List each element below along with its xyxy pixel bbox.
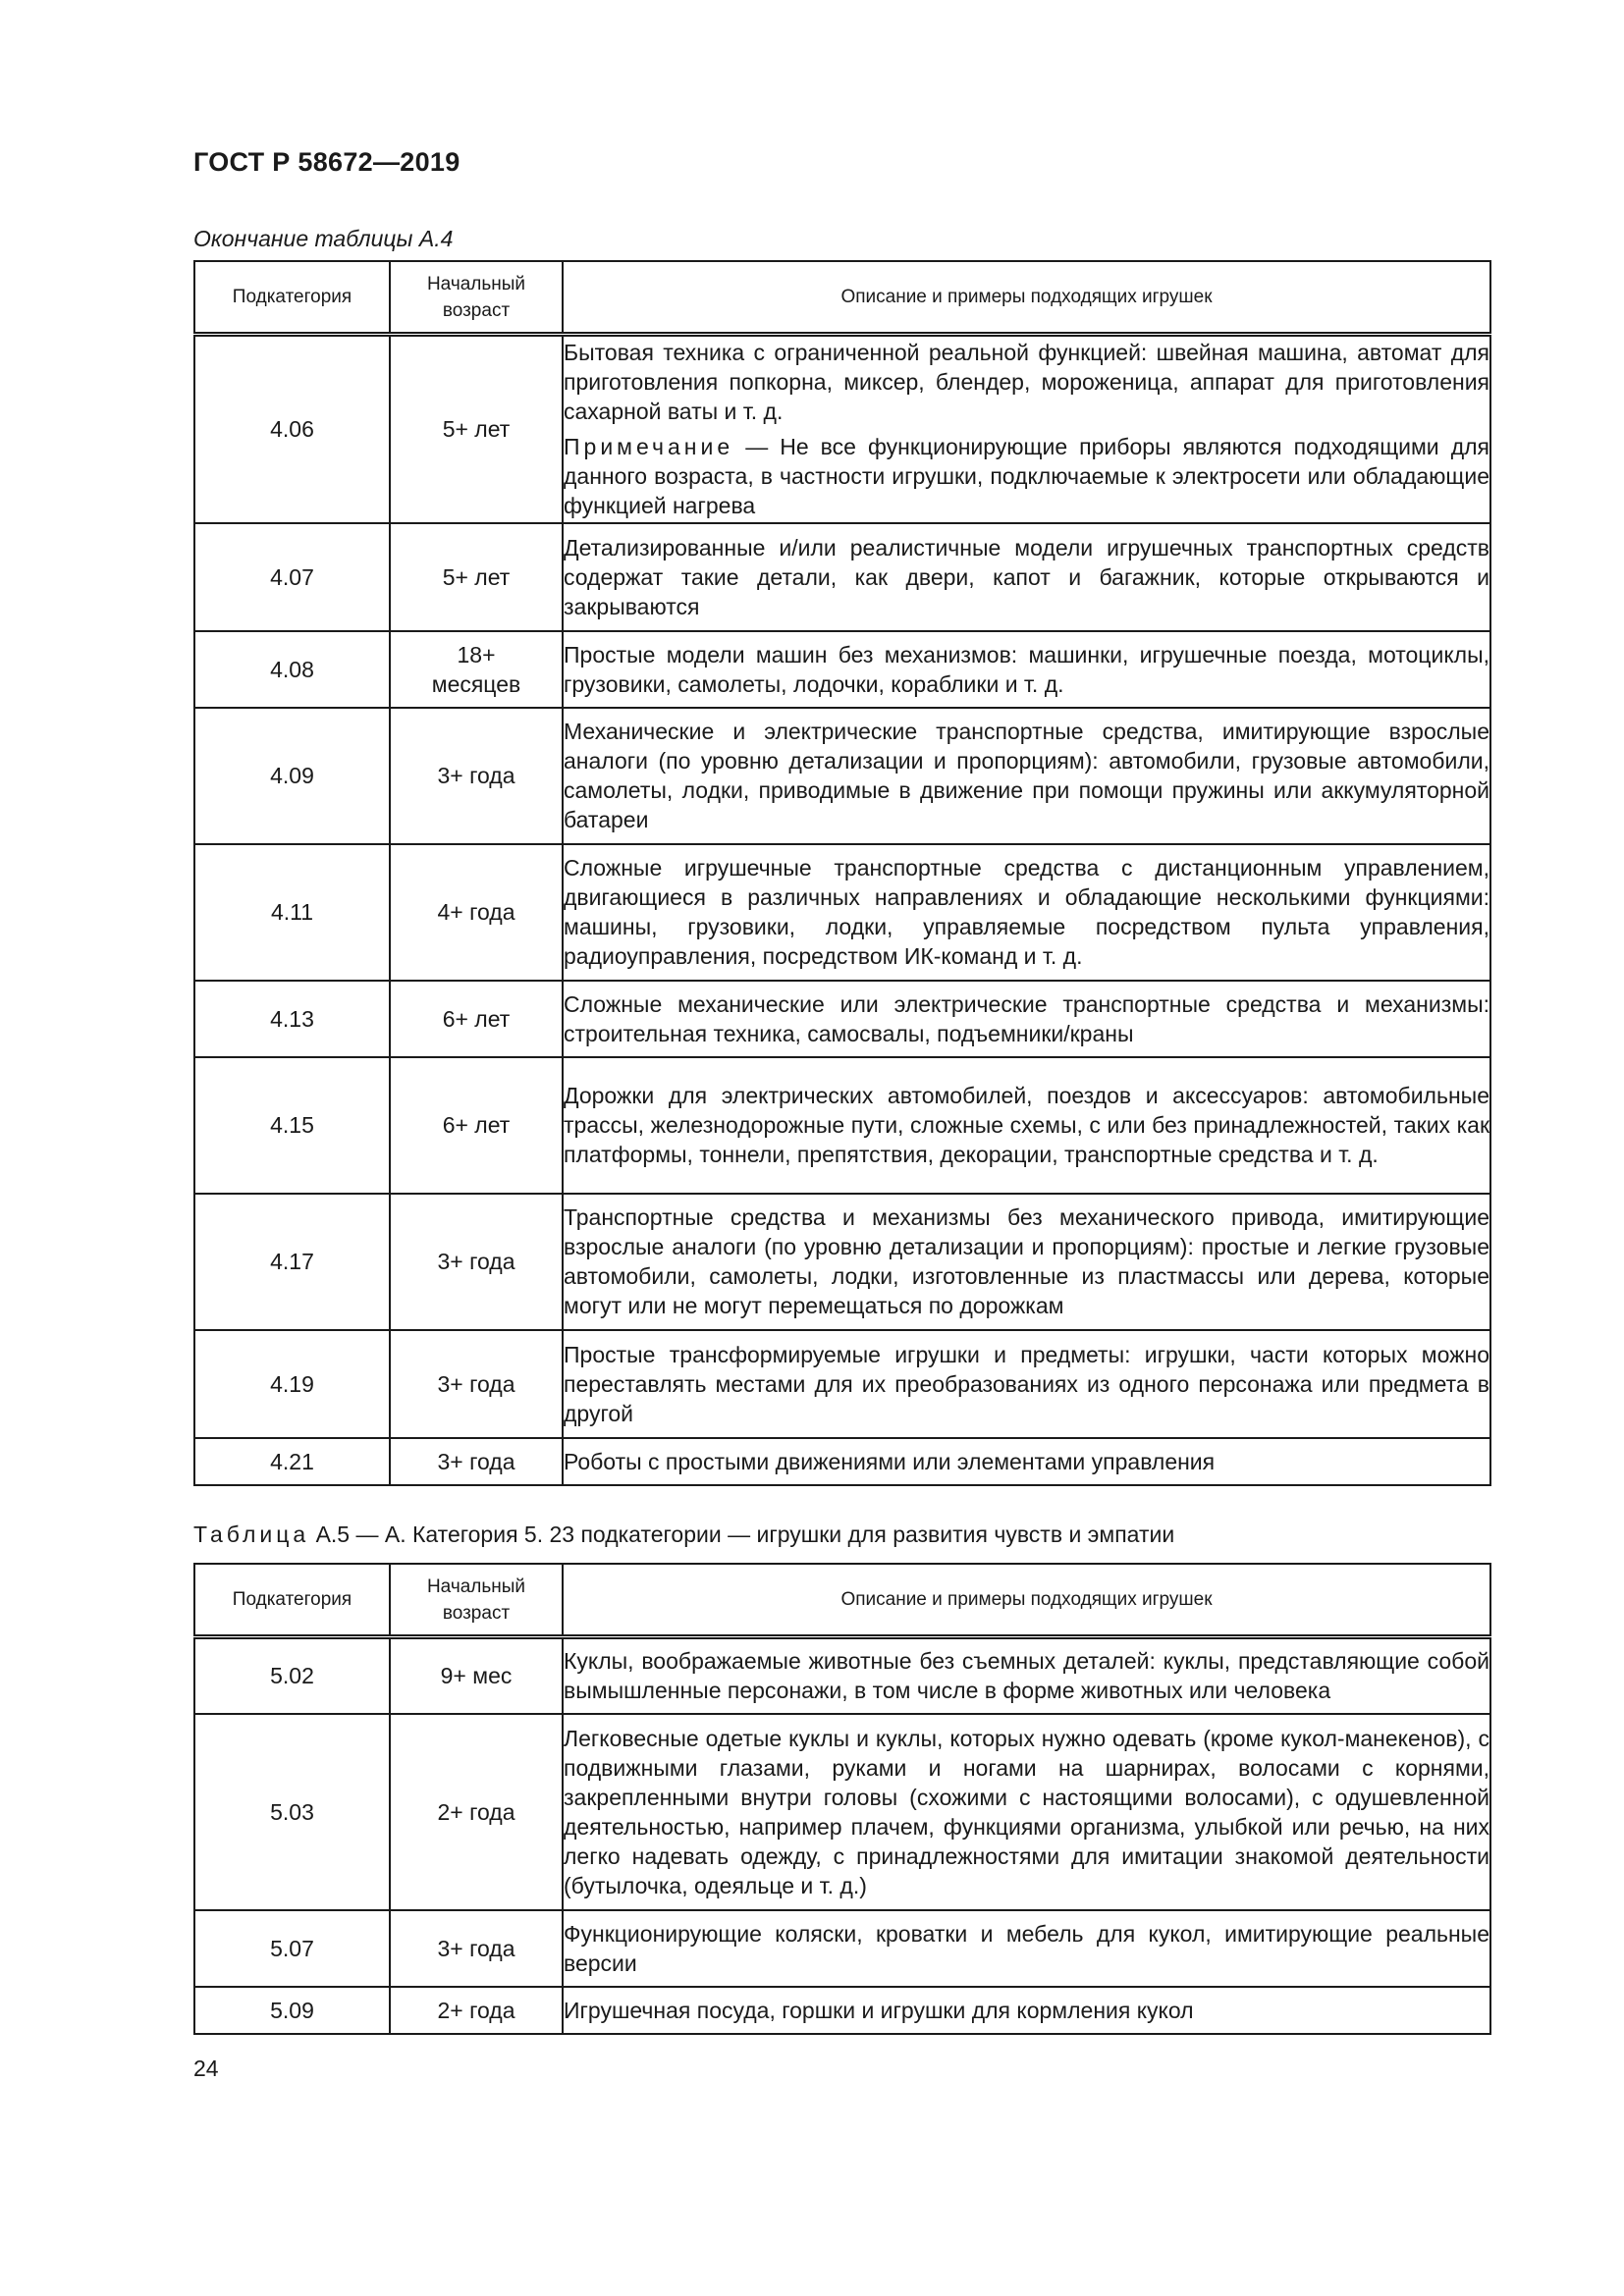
page-number: 24 bbox=[193, 2056, 219, 2081]
table-row bbox=[194, 523, 1490, 631]
start-age-line1: Начальный bbox=[426, 273, 526, 294]
column-header-start-age bbox=[390, 261, 563, 335]
description-cell: Роботы с простыми движениями или элементами управления bbox=[563, 1438, 1490, 1485]
table-a5-caption-text: А.5 — А. Категория 5. 23 подкатегории — игрушки для развития чувств и эмпатии bbox=[309, 1522, 1175, 1547]
description-cell: Транспортные средства и механизмы без механического привода, имитирующие взрослые аналоги (по уровню детализации и пропорциям): простые и легкие грузовые автомобили, самолеты, лодки, изготовленные из пластмассы или дерева, которые могут или не могут перемещаться по дорожкам bbox=[563, 1194, 1490, 1330]
description-cell bbox=[563, 335, 1490, 523]
description-cell: Куклы, воображаемые животные без съемных деталей: куклы, представляющие собой вымышленные персонажи, в том числе в форме животных или человека bbox=[563, 1637, 1490, 1714]
start-age-cell: 3+ года bbox=[390, 1194, 563, 1330]
table-a4-header-row bbox=[194, 261, 1490, 335]
subcategory-cell: 4.08 bbox=[194, 631, 390, 708]
column-header-subcategory: Подкатегория bbox=[194, 1564, 390, 1637]
start-age-cell: 6+ лет bbox=[390, 981, 563, 1057]
start-age-cell: 3+ года bbox=[390, 1330, 563, 1438]
description-cell: Простые трансформируемые игрушки и предметы: игрушки, части которых можно переставлять местами для их преобразованиях из одного персонажа или предмета в другой bbox=[563, 1330, 1490, 1438]
table-row bbox=[194, 1714, 1490, 1910]
table-row bbox=[194, 335, 1490, 523]
start-age-cell: 2+ года bbox=[390, 1714, 563, 1910]
column-header-start-age bbox=[390, 1564, 563, 1637]
table-row bbox=[194, 1194, 1490, 1330]
table-a4-caption: Окончание таблицы А.4 bbox=[193, 226, 454, 251]
subcategory-cell: 4.11 bbox=[194, 844, 390, 981]
document-title: ГОСТ Р 58672—2019 bbox=[193, 147, 460, 177]
start-age-cell: 6+ лет bbox=[390, 1057, 563, 1194]
description-cell: Функционирующие коляски, кроватки и мебель для кукол, имитирующие реальные версии bbox=[563, 1910, 1490, 1987]
table-row bbox=[194, 1330, 1490, 1438]
subcategory-cell: 4.07 bbox=[194, 523, 390, 631]
subcategory-cell: 5.07 bbox=[194, 1910, 390, 1987]
start-age-cell: 18+ месяцев bbox=[390, 631, 563, 708]
table-a5 bbox=[193, 1563, 1491, 2035]
description-cell: Легковесные одетые куклы и куклы, которых нужно одевать (кроме кукол-манекенов), с подвижными глазами, руками и ногами на шарнирах, волосами с корнями, закрепленными внутри головы (схожими с настоящими волосами), с одушевленной деятельностью, например плачем, функциями организма, улыбкой или речью, на них легко надевать одежду, с принадлежностями для имитации знакомой деятельности (бутылочка, одеяльце и т. д.) bbox=[563, 1714, 1490, 1910]
table-row bbox=[194, 1910, 1490, 1987]
start-age-line2: возраст bbox=[442, 1602, 511, 1624]
table-a5-caption-label: Таблица bbox=[193, 1522, 310, 1547]
start-age-line1: Начальный bbox=[426, 1575, 526, 1597]
table-row bbox=[194, 708, 1490, 844]
description-cell: Механические и электрические транспортные средства, имитирующие взрослые аналоги (по уровню детализации и пропорциям): автомобили, грузовые автомобили, самолеты, лодки, приводимые в движение при помощи пружины или аккумуляторной батареи bbox=[563, 708, 1490, 844]
note-label: Примечание bbox=[564, 434, 734, 460]
start-age-cell: 5+ лет bbox=[390, 335, 563, 523]
subcategory-cell: 4.19 bbox=[194, 1330, 390, 1438]
column-header-subcategory: Подкатегория bbox=[194, 261, 390, 335]
start-age-line2: возраст bbox=[442, 299, 511, 321]
subcategory-cell: 4.21 bbox=[194, 1438, 390, 1485]
subcategory-cell: 5.09 bbox=[194, 1987, 390, 2034]
subcategory-cell: 4.17 bbox=[194, 1194, 390, 1330]
start-age-cell: 2+ года bbox=[390, 1987, 563, 2034]
table-row bbox=[194, 1438, 1490, 1485]
description-cell: Сложные игрушечные транспортные средства с дистанционным управлением, двигающиеся в различных направлениях и обладающие несколькими функциями: машины, грузовики, лодки, управляемые посредством пульта управления, радиоуправления, посредством ИК-команд и т. д. bbox=[563, 844, 1490, 981]
subcategory-cell: 4.13 bbox=[194, 981, 390, 1057]
start-age-cell: 3+ года bbox=[390, 1438, 563, 1485]
subcategory-cell: 4.15 bbox=[194, 1057, 390, 1194]
start-age-cell: 9+ мес bbox=[390, 1637, 563, 1714]
subcategory-cell: 5.03 bbox=[194, 1714, 390, 1910]
description-note bbox=[564, 432, 1489, 520]
start-age-cell: 3+ года bbox=[390, 708, 563, 844]
description-cell: Дорожки для электрических автомобилей, поездов и аксессуаров: автомобильные трассы, железнодорожные пути, сложные схемы, с или без принадлежностей, таких как платформы, тоннели, препятствия, декорации, транспортные средства и т. д. bbox=[563, 1057, 1490, 1194]
table-a5-caption bbox=[193, 1522, 1174, 1548]
description-cell: Сложные механические или электрические транспортные средства и механизмы: строительная техника, самосвалы, подъемники/краны bbox=[563, 981, 1490, 1057]
start-age-cell: 3+ года bbox=[390, 1910, 563, 1987]
start-age-cell: 5+ лет bbox=[390, 523, 563, 631]
column-header-description: Описание и примеры подходящих игрушек bbox=[563, 1564, 1490, 1637]
subcategory-cell: 5.02 bbox=[194, 1637, 390, 1714]
description-text: Бытовая техника с ограниченной реальной функцией: швейная машина, автомат для приготовления попкорна, миксер, блендер, мороженица, аппарат для приготовления сахарной ваты и т. д. bbox=[564, 340, 1489, 425]
table-row bbox=[194, 1987, 1490, 2034]
column-header-description: Описание и примеры подходящих игрушек bbox=[563, 261, 1490, 335]
start-age-cell: 4+ года bbox=[390, 844, 563, 981]
subcategory-cell: 4.09 bbox=[194, 708, 390, 844]
note-text: — Не все функционирующие приборы являются подходящими для данного возраста, в частности игрушки, подключаемые к электросети или обладающие функцией нагрева bbox=[564, 434, 1489, 519]
table-row bbox=[194, 844, 1490, 981]
table-row bbox=[194, 981, 1490, 1057]
table-row bbox=[194, 631, 1490, 708]
table-row bbox=[194, 1057, 1490, 1194]
table-a4 bbox=[193, 260, 1491, 1486]
description-cell: Игрушечная посуда, горшки и игрушки для кормления кукол bbox=[563, 1987, 1490, 2034]
table-a5-header-row bbox=[194, 1564, 1490, 1637]
description-cell: Простые модели машин без механизмов: машинки, игрушечные поезда, мотоциклы, грузовики, самолеты, лодочки, кораблики и т. д. bbox=[563, 631, 1490, 708]
subcategory-cell: 4.06 bbox=[194, 335, 390, 523]
description-cell: Детализированные и/или реалистичные модели игрушечных транспортных средств содержат такие детали, как двери, капот и багажник, которые открываются и закрываются bbox=[563, 523, 1490, 631]
table-row bbox=[194, 1637, 1490, 1714]
